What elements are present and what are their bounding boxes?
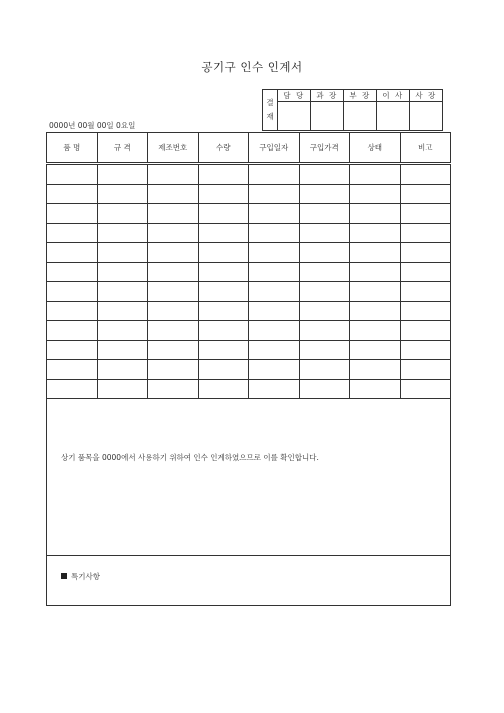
table-cell[interactable] — [299, 223, 350, 243]
table-cell[interactable] — [400, 165, 451, 185]
table-cell[interactable] — [97, 301, 148, 321]
table-cell[interactable] — [47, 360, 98, 380]
table-cell[interactable] — [249, 243, 300, 263]
table-row — [47, 184, 451, 204]
table-cell[interactable] — [249, 282, 300, 302]
special-notes-label: 특기사항 — [71, 572, 100, 581]
header-quantity: 수량 — [198, 133, 249, 163]
items-table-body — [47, 163, 451, 399]
table-cell[interactable] — [299, 262, 350, 282]
header-spec: 규 격 — [97, 133, 148, 163]
approval-role-president: 사 장 — [410, 90, 443, 102]
table-row — [47, 301, 451, 321]
table-cell[interactable] — [350, 262, 401, 282]
table-cell[interactable] — [350, 184, 401, 204]
table-cell[interactable] — [350, 243, 401, 263]
table-cell[interactable] — [198, 165, 249, 185]
table-cell[interactable] — [47, 340, 98, 360]
confirmation-statement: 상기 품목을 0000에서 사용하기 위하여 인수 인계하였으므로 이를 확인합니다. — [61, 453, 319, 462]
table-cell[interactable] — [400, 204, 451, 224]
table-cell[interactable] — [47, 301, 98, 321]
table-row — [47, 243, 451, 263]
table-cell[interactable] — [299, 301, 350, 321]
approval-sign-cell[interactable] — [377, 102, 410, 131]
table-cell[interactable] — [97, 282, 148, 302]
table-cell[interactable] — [350, 165, 401, 185]
items-table — [46, 132, 451, 399]
header-condition: 상태 — [350, 133, 401, 163]
table-cell[interactable] — [198, 321, 249, 341]
table-cell[interactable] — [47, 321, 98, 341]
table-cell[interactable] — [97, 223, 148, 243]
table-cell[interactable] — [47, 243, 98, 263]
table-cell[interactable] — [198, 301, 249, 321]
table-cell[interactable] — [299, 184, 350, 204]
table-cell[interactable] — [400, 262, 451, 282]
approval-role-director: 이 사 — [377, 90, 410, 102]
table-cell[interactable] — [97, 204, 148, 224]
table-cell[interactable] — [350, 301, 401, 321]
table-row — [47, 321, 451, 341]
table-cell[interactable] — [198, 243, 249, 263]
table-cell[interactable] — [249, 223, 300, 243]
header-item-name: 품 명 — [47, 133, 98, 163]
table-cell[interactable] — [249, 321, 300, 341]
table-cell[interactable] — [400, 243, 451, 263]
table-cell[interactable] — [198, 360, 249, 380]
table-cell[interactable] — [249, 262, 300, 282]
table-cell[interactable] — [299, 204, 350, 224]
header-purchase-price: 구입가격 — [299, 133, 350, 163]
table-cell[interactable] — [47, 204, 98, 224]
table-cell[interactable] — [198, 262, 249, 282]
table-cell[interactable] — [249, 340, 300, 360]
table-cell[interactable] — [97, 262, 148, 282]
table-row — [47, 360, 451, 380]
approval-side-label: 결 재 — [263, 90, 278, 131]
table-cell[interactable] — [400, 360, 451, 380]
table-cell[interactable] — [97, 321, 148, 341]
table-cell[interactable] — [198, 204, 249, 224]
table-row — [47, 223, 451, 243]
table-cell[interactable] — [148, 282, 199, 302]
header-remarks: 비고 — [400, 133, 451, 163]
table-cell[interactable] — [299, 321, 350, 341]
table-cell[interactable] — [198, 282, 249, 302]
items-table-header — [47, 133, 451, 163]
table-cell[interactable] — [97, 360, 148, 380]
header-serial-number: 제조번호 — [148, 133, 199, 163]
table-cell[interactable] — [350, 223, 401, 243]
table-cell[interactable] — [47, 262, 98, 282]
table-cell[interactable] — [400, 282, 451, 302]
table-cell[interactable] — [97, 184, 148, 204]
table-cell[interactable] — [148, 223, 199, 243]
section-divider — [47, 555, 450, 556]
document-title: 공기구 인수 인계서 — [201, 60, 303, 74]
table-cell[interactable] — [97, 340, 148, 360]
table-cell[interactable] — [249, 204, 300, 224]
table-row — [47, 282, 451, 302]
table-cell[interactable] — [350, 321, 401, 341]
table-cell[interactable] — [249, 301, 300, 321]
table-cell[interactable] — [47, 282, 98, 302]
document-date: 0000년 00월 00일 0요일 — [49, 121, 136, 130]
table-cell[interactable] — [148, 262, 199, 282]
table-cell[interactable] — [47, 165, 98, 185]
table-cell[interactable] — [198, 184, 249, 204]
approval-box — [262, 89, 443, 131]
table-cell[interactable] — [148, 184, 199, 204]
table-cell[interactable] — [148, 165, 199, 185]
table-cell[interactable] — [148, 243, 199, 263]
special-notes[interactable] — [61, 571, 100, 582]
approval-sign-cell[interactable] — [311, 102, 344, 131]
table-row — [47, 165, 451, 185]
approval-sign-cell[interactable] — [344, 102, 377, 131]
table-cell[interactable] — [350, 360, 401, 380]
table-cell[interactable] — [299, 340, 350, 360]
table-cell[interactable] — [400, 301, 451, 321]
table-cell[interactable] — [97, 243, 148, 263]
table-cell[interactable] — [148, 340, 199, 360]
table-cell[interactable] — [400, 321, 451, 341]
approval-role-section-chief: 과 장 — [311, 90, 344, 102]
header-purchase-date: 구입일자 — [249, 133, 300, 163]
approval-role-staff: 담 당 — [278, 90, 311, 102]
black-square-icon — [61, 573, 67, 579]
table-cell[interactable] — [400, 223, 451, 243]
table-cell[interactable] — [350, 340, 401, 360]
table-row — [47, 340, 451, 360]
approval-sign-cell[interactable] — [410, 102, 443, 131]
table-cell[interactable] — [148, 301, 199, 321]
table-cell[interactable] — [350, 204, 401, 224]
approval-role-department-head: 부 장 — [344, 90, 377, 102]
table-cell[interactable] — [299, 360, 350, 380]
table-cell[interactable] — [148, 321, 199, 341]
table-cell[interactable] — [299, 243, 350, 263]
approval-sign-cell[interactable] — [278, 102, 311, 131]
table-cell[interactable] — [299, 282, 350, 302]
table-cell[interactable] — [47, 184, 98, 204]
table-cell[interactable] — [249, 184, 300, 204]
table-cell[interactable] — [97, 165, 148, 185]
table-cell[interactable] — [400, 184, 451, 204]
table-cell[interactable] — [249, 165, 300, 185]
table-cell[interactable] — [400, 340, 451, 360]
table-cell[interactable] — [350, 282, 401, 302]
table-cell[interactable] — [148, 204, 199, 224]
table-cell[interactable] — [299, 165, 350, 185]
table-cell[interactable] — [47, 223, 98, 243]
table-row — [47, 204, 451, 224]
table-cell[interactable] — [148, 360, 199, 380]
statement-section — [46, 395, 451, 606]
table-cell[interactable] — [249, 360, 300, 380]
table-cell[interactable] — [198, 223, 249, 243]
table-cell[interactable] — [198, 340, 249, 360]
table-row — [47, 262, 451, 282]
